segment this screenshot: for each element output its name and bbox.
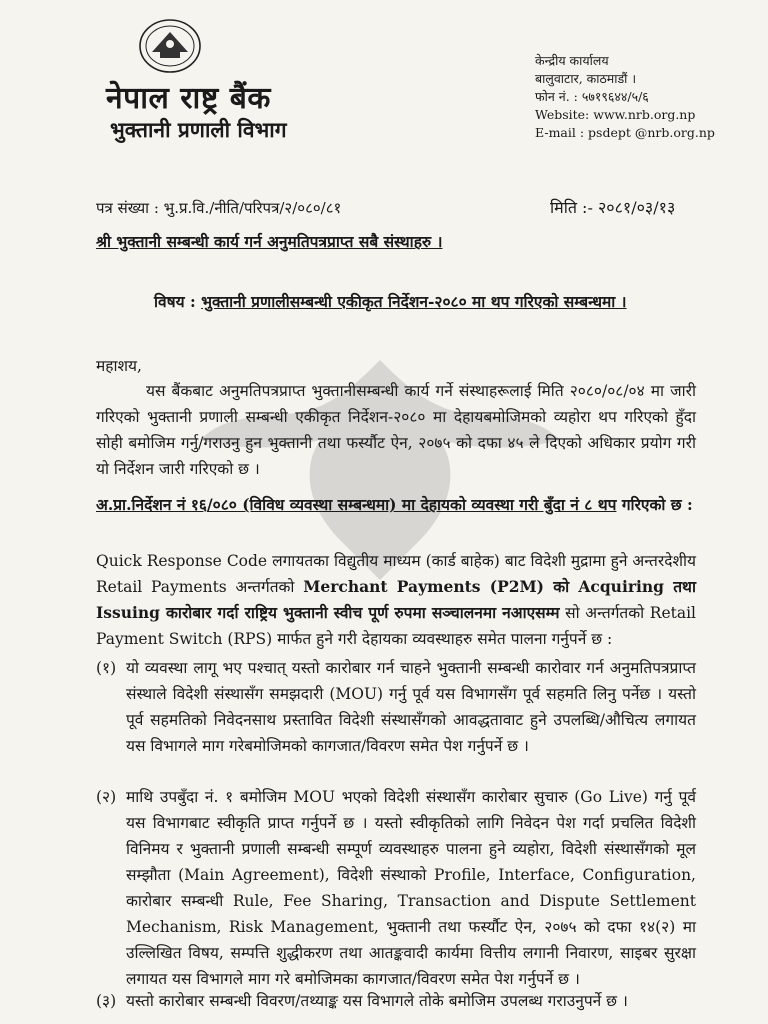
item-number: (२) [96,788,117,806]
item-text: यो व्यवस्था लागू भए पश्चात् यस्तो कारोबार गर्न चाहने भुक्तानी सम्बन्धी कारोवार गर्न अनुमतिपत्रप्राप्त संस्थाले विदेशी संस्थासँग समझदारी (MOU) गर्नु पूर्व यस विभागसँग पूर्व सहमति लिनु पर्नेछ । यस्तो पूर्व सहमतिको निवेदनसाथ प्रस्तावित विदेशी संस्थासँगको आवद्धतावाट हुने उपलब्धि/औचित्य लगायत यस विभागले माग गरेबमोजिमको कागजात/विवरण समेत पेश गर्नुपर्ने छ । [126,659,696,755]
subject-label: विषय : [154,292,202,311]
phone: फोन नं. : ५७१९६४४/५/६ [535,89,649,104]
item-text: यस्तो कारोबार सम्बन्धी विवरण/तथ्याङ्क यस विभागले तोके बमोजिम उपलब्ध गराउनुपर्ने छ । [126,992,628,1010]
item-number: (१) [96,659,117,677]
recipient-line: श्री भुक्तानी सम्बन्धी कार्य गर्न अनुमतिपत्रप्राप्त सबै संस्थाहरु । [96,232,443,251]
item-number: (३) [96,992,117,1010]
department-name: भुक्तानी प्रणाली विभाग [110,117,287,142]
item-text: माथि उपबुँदा नं. १ बमोजिम MOU भएको विदेशी संस्थासँग कारोबार सुचारु (Go Live) गर्नु पूर्व यस विभागबाट स्वीकृति प्राप्त गर्नुपर्ने छ । यस्तो स्वीकृतिको लागि निवेदन पेश गर्दा प्रचलित विदेशी विनिमय र भुक्तानी प्रणाली सम्बन्धी सम्पूर्ण व्यवस्थाहरु पालना हुने व्यहोरा, विदेशी संस्थासँगको मूल सम्झौता (Main Agreement), विदेशी संस्थाको Profile, Interface, Configuration, कारोबार सम्बन्धी Rule, Fee Sharing, Transaction and Dispute Settlement Mechanism, Risk Management, भुक्तानी तथा फर्स्यौट ऐन, २०७५ को दफा १४(२) मा उल्लिखित विषय, सम्पत्ति शुद्धीकरण तथा आतङ्कवादी कार्यमा वित्तीय लगानी निवारण, साइबर सुरक्षा लगायत यस विभागले माग गरे बमोजिमका कागजात/विवरण समेत पेश गर्नुपर्ने छ । [126,788,696,988]
office-label: केन्द्रीय कार्यालय [535,53,609,68]
directive-heading-rest: गरिएको छ : [616,495,693,514]
directive-heading [96,492,696,518]
org-name: नेपाल राष्ट्र बैंक [106,81,271,116]
qr-para-part-c: सो अन्तर्गतको Retail Payment Switch (RPS) मार्फत हुने गरी देहायका व्यवस्थाहरु समेत पालना गर्नुपर्ने छ : [96,604,696,648]
letter-date: मिति :- २०८१/०३/१३ [550,198,676,217]
intro-paragraph: यस बैंकबाट अनुमतिपत्रप्राप्त भुक्तानीसम्बन्धी कार्य गर्ने संस्थाहरूलाई मिति २०८०/०८/०४ मा जारी गरिएको भुक्तानी प्रणाली सम्बन्धी एकीकृत निर्देशन-२०८० मा देहायबमोजिमको व्यहोरा थप गरिएको हुँदा सोही बमोजिम गर्नु/गराउनु हुन भुक्तानी तथा फर्स्यौट ऐन, २०७५ को दफा ४५ ले दिएको अधिकार प्रयोग गरी यो निर्देशन जारी गरिएको छ । [96,382,696,478]
email: E-mail : psdept @nrb.org.np [535,125,715,140]
qr-para-part-b: Merchant Payments (P2M) को Acquiring तथा Issuing कारोबार गर्दा राष्ट्रिय भुक्तानी स्वीच पूर्ण रुपमा सञ्चालनमा नआएसम्म [96,577,696,622]
subject-text: भुक्तानी प्रणालीसम्बन्धी एकीकृत निर्देशन-२०८० मा थप गरिएको सम्बन्धमा । [201,292,627,311]
address: बालुवाटार, काठमाडौं । [535,71,637,86]
nrb-emblem-logo [138,18,202,74]
contact-block [535,52,715,142]
reference-number: पत्र संख्या : भु.प्र.वि./नीति/परिपत्र/२/०८०/८१ [96,199,342,217]
qr-payments-paragraph [96,548,696,652]
directive-heading-underlined: अ.प्रा.निर्देशन नं १६/०८० (विविध व्यवस्था सम्बन्धमा) मा देहायको व्यवस्था गरी बुँदा नं ८ थप [96,495,617,514]
subject-line [154,290,627,312]
website: Website: www.nrb.org.np [535,107,696,122]
salutation: महाशय, [96,357,142,375]
qr-para-part-a: Quick Response Code लगायतका विद्युतीय माध्यम (कार्ड बाहेक) बाट विदेशी मुद्रामा हुने अन्तरदेशीय Retail Payments अन्तर्गतको [96,552,696,596]
